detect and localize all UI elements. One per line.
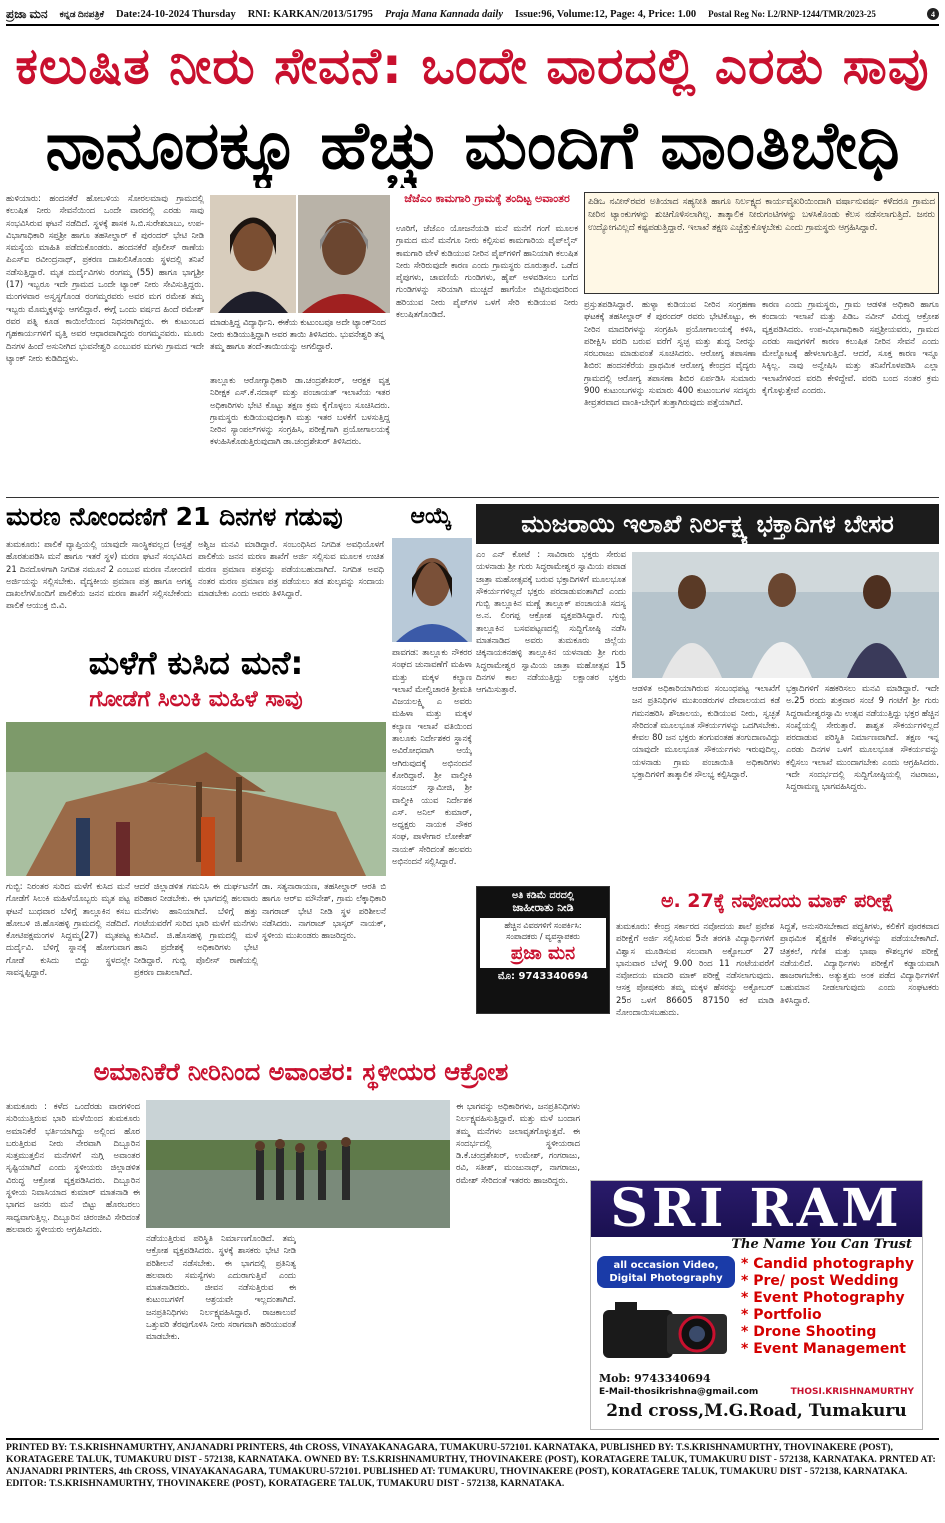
newspaper-logo: ಪ್ರಜಾ ಮನ [6,6,48,21]
tagline: ಕನ್ನಡ ದಿನಪತ್ರಿಕೆ [59,8,105,19]
rni: RNI: KARKAN/2013/51795 [247,8,373,20]
camera-icon [597,1292,735,1370]
ad-sriram-title: SRI RAM [591,1181,922,1237]
story7-col2b [300,1232,450,1430]
photo-woman [298,195,390,313]
story7-headline: ಅಮಾನಿಕೆರೆ ನೀರಿನಿಂದ ಅವಾಂತರ: ಸ್ಥಳೀಯರ ಆಕ್ರೋಶ [93,1058,509,1086]
ad-service: * Event Photography [741,1290,905,1306]
ad-sriram-tagline: The Name You Can Trust [731,1237,912,1252]
story1-col5: ಕಾರಣ ಎಂದು ಗ್ರಾಮಸ್ಥರು, ಗ್ರಾಮ ಆಡಳಿತ ಅಧಿಕಾರಿ ಹಾಗೂ ಕಂದಾಯ ಇಲಾಖೆ ಮತ್ತು ಪಿಡಿಒ ನವೀನ್ ವಿರುದ್ಧ ಆಕ್ರೋಶ ವ್ಯಕ್ತಪಡಿಸಿದರು. ಉಪ-ವಿಭಾಗಾಧಿಕಾರಿ ಸಪ್ತಶ್ರೀಯವರು, ಗ್ರಾಮದ ಎರಡು ಸಾವುಗಳಿಗೆ ಕಾರಣ ಕಲುಷಿತ ನೀರಿನ ಸೇವನೆ ಎಂದು ಮೇಲ್ನೋಟಕ್ಕೆ ಹೇಳಲಾಗುತ್ತಿದೆ. ಆದರೆ, ಸೂಕ್ತ ಕಾರಣ ಇನ್ನೂ ಸಿಕ್ಕಿಲ್ಲ. ನಾವು ಅನ್ವೇಷಿಸಿ ಮತ್ತು ತನಿಖೆಗೊಳಪಡಿಸಿ ಎಲ್ಲಾ ಇಲಾಖೆಗಳಿಂದ ವರದಿ ಕೇಳಿದ್ದೇವೆ. ವರದಿ ಬಂದ ನಂತರ ಕ್ರಮ ಕೈಗೊಳ್ಳುತ್ತೇವೆ ಎಂದರು. [762,299,939,396]
story5-headline: ಮಳೆಗೆ ಕುಸಿದ ಮನೆ: [88,644,304,682]
ad-sriram-services [735,1256,914,1370]
photo-three-men [632,552,939,678]
story6-col1: ತುಮಕೂರು: ಕೇಂದ್ರ ಸರ್ಕಾರದ ನವೋದಯ ಶಾಲೆ ಪ್ರವೇಶ ಪರೀಕ್ಷೆಗೆ ಅರ್ಜಿ ಸಲ್ಲಿಸಿರುವ 5ನೇ ತರಗತಿ ವಿದ್ಯಾರ್ಥಿಗಳಿಗೆ ವಿಶ್ವಾಸ ಮೂಡಿಸುವ ಸಲುವಾಗಿ ಅಕ್ಟೋಬರ್ 27 ಭಾನುವಾರ ಬೆಳಗ್ಗೆ 9.00 ರಿಂದ 11 ಗಂಟೆಯವರೆಗೆ ನವೋದಯ ಮಾದರಿ ಮಾಕ್ ಪರೀಕ್ಷೆ ನಡೆಸಲಾಗುವುದು. ಆಸಕ್ತ ಪೋಷಕರು ತಮ್ಮ ಮಕ್ಕಳ ಹೆಸರನ್ನು ಅಕ್ಟೋಬರ್ 25ರ ಒಳಗೆ 86605 87150 ಕರೆ ಮಾಡಿ ನೋಂದಾಯಿಸಬಹುದು. [616,921,774,1018]
ad-small-logo: ಪ್ರಜಾ ಮನ [510,943,576,964]
ad-small [476,886,610,1014]
story7-col1: ತುಮಕೂರು : ಕಳೆದ ಒಂದೆರಡು ವಾರಗಳಿಂದ ಸುರಿಯುತ್ತಿರುವ ಭಾರಿ ಮಳೆಯಿಂದ ತುಮಕೂರು ಅಮಾನಿಕೆರೆ ಭರ್ತಿಯಾಗಿದ್ದು ಅಲ್ಲಿಂದ ಹೊರ ಬರುತ್ತಿರುವ ನೀರು ನೇರವಾಗಿ ದಿಬ್ಬೂರಿನ ಸುತ್ತಮುತ್ತಲಿನ ಮನೆಗಳಿಗೆ ನುಗ್ಗಿ ಅವಾಂತರ ಸೃಷ್ಟಿಯಾಗಿದೆ ಎಂದು ಸ್ಥಳೀಯರು ಜಿಲ್ಲಾಡಳಿತ ವಿರುದ್ಧ ಆಕ್ರೋಶ ವ್ಯಕ್ತಪಡಿಸಿದರು. ದಿಬ್ಬೂರಿನ ಸ್ಥಳೀಯ ನಿವಾಸಿಯಾದ ಕುಮಾರ್ ಮಾತನಾಡಿ ಈ ಭಾಗದ ಜನರು ಮನೆ ಬಿಟ್ಟು ಹೊರಬರಲು ಸಾಧ್ಯವಾಗುತ್ತಿಲ್ಲ. ದಿಬ್ಬೂರಿನ ಚಿರಂಜೀವಿ ಸೇರಿದಂತೆ ಹಲವಾರು ಸ್ಥಳೀಯರು ಆಗ್ರಹಿಸಿದರು. [6,1101,140,1234]
masthead [6,4,939,26]
story5-subheadline: ಗೋಡೆಗೆ ಸಿಲುಕಿ ಮಹಿಳೆ ಸಾವು [89,687,303,712]
story1-col2: ತಾಲ್ಲೂಕು ಆರೋಗ್ಯಾಧಿಕಾರಿ ಡಾ.ಚಂದ್ರಶೇಖರ್, ಆರಕ್ಷಕ ವೃತ್ತ ನಿರೀಕ್ಷಕ ಎಸ್.ಕೆ.ನದಾಫ್ ಮತ್ತು ಪಂಚಾಯತ್ ಇಲಾಖೆಯ ಇತರ ಅಧಿಕಾರಿಗಳು ಭೇಟಿ ಕೊಟ್ಟು ತಕ್ಷಣ ಕ್ರಮ ಕೈಗೊಳ್ಳಲು ಸೂಚಿಸಿದರು. ಗ್ರಾಮಸ್ಥರು ಕುಡಿಯುವುದಕ್ಕಾಗಿ ಮತ್ತು ಇತರ ಬಳಕೆಗೆ ಬಳಸುತ್ತಿದ್ದ ನೀರಿನ ಸ್ಯಾಂಪಲ್‌ಗಳನ್ನು ಸಂಗ್ರಹಿಸಿ, ಪರೀಕ್ಷೆಗಾಗಿ ಪ್ರಯೋಗಾಲಯಕ್ಕೆ ಕಳುಹಿಸಿಕೊಡುತ್ತಿರುವುದಾಗಿ ಡಾ.ಚಂದ್ರಶೇಖರ್ ತಿಳಿಸಿದರು. [210,375,390,447]
headline-red: ಕಲುಷಿತ ನೀರು ಸೇವನೆ: ಒಂದೇ ವಾರದಲ್ಲಿ ಎರಡು ಸಾವು [15,37,930,95]
ad-service: * Candid photography [741,1256,915,1272]
story5-col1: ಗುಬ್ಬಿ: ನಿರಂತರ ಸುರಿದ ಮಳೆಗೆ ಕುಸಿದ ಮನೆ ಗೋಡೆಗೆ ಸಿಲುಕಿ ಮಹಿಳೆಯೊಬ್ಬರು ಮೃತ ಪಟ್ಟ ಘಟನೆ ಬುಧವಾರ ಬೆಳಿಗ್ಗೆ ತಾಲ್ಲೂಕಿನ ಕಸಬ ಹೋಬಳಿ ಜಿ.ಹೊಸಹಳ್ಳಿ ಗ್ರಾಮದಲ್ಲಿ ನಡೆದಿದೆ. ಕೋಟಿಪಕ್ಷಮಂಗಳ ಸಿದ್ದಮ್ಮ(27) ಮೃತಪಟ್ಟ ದುರ್ದೈವಿ. ಬೆಳಿಗ್ಗೆ ಸ್ನಾನಕ್ಕೆ ಹೋಗುವಾಗ ಗೋಡೆ ಕುಸಿದು ಬಿದ್ದು ಸ್ಥಳದಲ್ಲೇ ಸಾವನ್ನಪ್ಪಿದ್ದಾರೆ. [6,881,130,978]
story1-col1: ಹುಳಿಯಾರು: ಹಂದನಕೆರೆ ಹೋಬಳಿಯ ಸೋರಲಮಾವು ಗ್ರಾಮದಲ್ಲಿ ಕಲುಷಿತ ನೀರು ಸೇವನೆಯಿಂದ ಒಂದೇ ವಾರದಲ್ಲಿ ಎರಡು ಸಾವು ಸಂಭವಿಸಿರುವ ಘಟನೆ ನಡೆದಿದೆ. ಸ್ಥಳಕ್ಕೆ ಶಾಸಕ ಸಿ.ಬಿ.ಸುರೇಶಬಾಬು, ಉಪ-ವಿಭಾಗಾಧಿಕಾರಿ ಸಪ್ತಶ್ರೀ ಹಾಗೂ ತಹಸೀಲ್ದಾರ್ ಕೆ ಪುರಂದರ್ ಭೇಟಿ ನೀಡಿ ಸಮಸ್ಯೆಯ ಮಾಹಿತಿ ಪಡೆದುಕೊಂಡರು. ಹಂದನಕೆರೆ ಪೊಲೀಸ್ ಠಾಣೆಯ ಪಿಎಸ್ಐ ರವೀಂದ್ರನಾಥ್, ಪ್ರಕರಣ ದಾಖಲಿಸಿಕೊಂಡು ಸ್ಥಳದಲ್ಲಿ ತನಿಖೆ ನಡೆಸುತ್ತಿದ್ದಾರೆ. ಮೃತ ದುರ್ದೈವಿಗಳು ರಂಗಮ್ಮ (55) ಹಾಗೂ ಭಾಗ್ಯಶ್ರೀ (17) ಇಬ್ಬರೂ ಇದೇ ಗ್ರಾಮದ ಒಂದೇ ಟ್ಯಾಂಕ್ ನೀರು ಸೇವಿಸುತ್ತಿದ್ದರು. ಮಂಗಳವಾರ ಅಸ್ವಸ್ಥಗೊಂಡ ರಂಗಮ್ಮರವರು ಅವರ ಮಗ ರಮೇಶ ತಮ್ಮ ಇಬ್ಬರು ಮೊಮ್ಮಕ್ಕಳನ್ನು ಆಗಲಿದ್ದಾರೆ. ಈಗ್ಗೆ ಒಂದು ವರ್ಷದ ಹಿಂದೆ ರಮೇಶ್ ರವರ ಪತ್ನಿ ಕೂಡ ಕಾಯಿಲೆಯಿಂದ ನಿಧನರಾಗಿದ್ದರು. ಈ ಕುಟುಂಬದ ಗೃಹಕಾರ್ಯಗಳಿಗೆ ವೃತ್ತಿ ಅವರ ಆಧಾರವಾಗಿದ್ದರು ರಂಗಮ್ಮನವರು. ಮೂರು ದಿನಗಳ ಹಿಂದೆ ಅಸುನೀಗಿದ ಭುವನೇಶ್ವರಿ ಎಂಬುವರ ಮಗಳು ಗ್ರಾಮದ ಇದೇ ಟ್ಯಾಂಕ್ ನೀರು ಕುಡಿದಿದ್ದಳು. [6,193,204,363]
ad-small-phone: ಮೊ: 9743340694 [497,971,589,982]
story3-headline: ಆಯ್ಕೆ [410,504,452,529]
ad-small-line3: ಹೆಚ್ಚಿನ ವಿವರಗಳಿಗೆ ಸಂಪರ್ಕಿಸಿ: [504,921,582,930]
imprint-footer: PRINTED BY: T.S.KRISHNAMURTHY, ANJANADRI PRINTERS, 4th CROSS, VINAYAKANAGARA, TUMAKURU-572101. KARNATAKA, PUBLISHED BY: T.S.KRISHNAMURTHY, THOVINAKERE (POST), KORATAGERE TALUK, TUMAKURU DIST - 572138, KARNATAKA. OWNED BY: T.S.KRISHNAMURTHY, THOVINAKERE (POST), KORATAGERE TALUK, TUMAKURU DIST - 572138, KARNATAKA. PRNTED AT: ANJANADRI PRINTERS, 4th CROSS, VINAYAKANAGARA, TUMAKURU-572101. PUBLISHED AT: TUMAKURU, THOVINAKERE (POST), KORATAGERE TALUK, TUMAKURU DIST - 572138, KARNATAKA. EDITOR: T.S.KRISHNAMURTHY, THOVINAKERE (POST), KORATAGERE TALUK, TUMAKURU DIST - 572138, KARNATAKA. [6,1438,939,1488]
ad-sriram [590,1180,923,1430]
story2-col2: ಅಶ್ವಿಜ ಮನವಿ ಮಾಡಿದ್ದಾರೆ. ಸಂಬಂಧಿಸಿದ ನಿಗದಿತ ಅವಧಿಯೊಳಗೆ ಪಾಲಿಕೆಯ ಜನನ ಮರಣ ಶಾಖೆಗೆ ಅರ್ಜಿ ಸಲ್ಲಿಸುವ ಮೂಲಕ ಉಚಿತ ಮರಣ ಪ್ರಮಾಣ ಪತ್ರವನ್ನು ಪಡೆಯಬಹುದಾಗಿದೆ. ನಿಗದಿತ ಅವಧಿ ನಂತರ ಮರಣ ಪ್ರಮಾಣ ಪತ್ರ ಪಡೆಯಲು ತಡ ಶುಲ್ಕವನ್ನು ಸಂದಾಯ ಮಾಡಬೇಕು ಎಂದು ಅವರು ತಿಳಿಸಿದ್ದಾರೆ. [198,539,384,599]
story4-col1: ಎಂ ಎನ್ ಕೋಟೆ : ಸಾವಿರಾರು ಭಕ್ತರು ಸೇರುವ ಯಳನಾಡು ಶ್ರೀ ಗುರು ಸಿದ್ಧರಾಮೇಶ್ವರ ಸ್ವಾಮಿಯ ಪವಾಡ ಜಾತ್ರಾ ಮಹೋತ್ಸವಕ್ಕೆ ಬರುವ ಭಕ್ತಾದಿಗಳಿಗೆ ಮೂಲಭೂತ ಸೌಕರ್ಯಗಳಿಲ್ಲದೆ ಭಕ್ತರು ಪರದಾಡುವಂತಾಗಿದೆ ಎಂದು ಗುಬ್ಬಿ ತಾಲ್ಲೂಕಿನ ಮಣ್ಣೆ ತಾಲ್ಲೂಕ್ ಪಂಚಾಯತಿ ಸದಸ್ಯ ಅ.ನ. ಲಿಂಗಪ್ಪ ಆಕ್ರೋಶ ವ್ಯಕ್ತಪಡಿಸಿದ್ದಾರೆ. ಗುಬ್ಬಿ ತಾಲ್ಲೂಕಿನ ಬಸವಪಟ್ಟಣದಲ್ಲಿ ಸುದ್ದಿಗೋಷ್ಠಿ ನಡೆಸಿ ಮಾತನಾಡಿದ ಅವರು ತುಮಕೂರು ಜಿಲ್ಲೆಯ ಚಿಕ್ಕನಾಯಕನಹಳ್ಳಿ ತಾಲ್ಲೂಕಿನ ಯಳನಾಡು ಶ್ರೀ ಗುರು ಸಿದ್ಧರಾಮೇಶ್ವರ ಸ್ವಾಮಿಯ ಜಾತ್ರಾ ಮಹೋತ್ಸವ 15 ದಿನಗಳ ಕಾಲ ನಡೆಯುತ್ತಿದ್ದು ಲಕ್ಷಾಂತರ ಭಕ್ತರು ಆಗಮಿಸುತ್ತಾರೆ. [476,549,626,695]
story6-col2: ಸಿದ್ದತೆ, ಅನುಸರಿಸಬೇಕಾದ ಪದ್ದತಿಗಳು, ಕಲಿಕೆಗೆ ಪೂರಕವಾದ ಪ್ರಾಥಮಿಕ ಶೈಕ್ಷಣಿಕ ಕೌಶಲ್ಯಗಳನ್ನು ಪಡೆಯಬೇಕಾಗಿದೆ. ಚಿತ್ರಕಲೆ, ಗಣಿತ ಮತ್ತು ಭಾಷಾ ಕೌಶಲ್ಯಗಳ ಪರೀಕ್ಷೆ ನಡೆಯಲಿದೆ. ವಿದ್ಯಾರ್ಥಿಗಳು ಪರೀಕ್ಷೆಗೆ ಕಡ್ಡಾಯವಾಗಿ ಹಾಜರಾಗಬೇಕು. ಅತ್ಯುತ್ತಮ ಅಂಕ ಪಡೆದ ವಿದ್ಯಾರ್ಥಿಗಳಿಗೆ ಬಹುಮಾನ ನೀಡಲಾಗುವುದು ಎಂದು ಸಂಘಟಕರು ತಿಳಿಸಿದ್ದಾರೆ. [780,921,939,1005]
divider [6,497,939,498]
story4-headline: ಮುಜರಾಯಿ ಇಲಾಖೆ ನಿರ್ಲಕ್ಷ್ಯ ಭಕ್ತಾದಿಗಳ ಬೇಸರ [476,504,939,544]
ad-sriram-badge [597,1256,735,1288]
story2-headline: ಮರಣ ನೋಂದಣಿಗೆ 21 ದಿನಗಳ ಗಡುವು [6,502,343,531]
ad-service: * Pre/ post Wedding [741,1273,899,1289]
paper-name: Praja Mana Kannada daily [384,8,503,20]
postal-reg: Postal Reg No: L2/RNP-1244/TMR/2023-25 [708,9,876,19]
story6-headline: ಅ. 27ಕ್ಕೆ ನವೋದಯ ಮಾಕ್ ಪರೀಕ್ಷೆ [660,890,895,912]
jjm-subhead: ಜೆಜೆಎಂ ಕಾಮಗಾರಿ ಗ್ರಾಮಕ್ಕೆ ತಂದಿಟ್ಟ ಅವಾಂತರ [404,192,570,205]
ad-small-line4: ಸಂಪಾದಕರು / ವ್ಯವಸ್ಥಾಪಕರು [506,932,580,941]
headline-main: ನಾನೂರಕ್ಕೂ ಹೆಚ್ಚು ಮಂದಿಗೆ ವಾಂತಿಬೇಧಿ [45,107,900,184]
ad-sriram-email: E-Mail-thosikrishna@gmail.com [599,1387,759,1397]
story1-col4: ಪ್ರಸ್ತುತಪಡಿಸಿದ್ದಾರೆ. ಹುಳ್ಯಾ ಕುಡಿಯುವ ನೀರಿನ ಸಂಗ್ರಹಣಾ ಘಟಕಕ್ಕೆ ತಹಸೀಲ್ದಾರ್ ಕೆ ಪುರಂದರ್ ರವರು ಭೇಟಿಕೊಟ್ಟು, ಈ ನೀರಿನ ಮಾದರಿಗಳನ್ನು ಸಂಗ್ರಹಿಸಿ ಪ್ರಯೋಗಾಲಯಕ್ಕೆ ಕಳಿಸಿ, ಪರೀಕ್ಷಿಸಿ ವರದಿ ಬರುವ ವರೆಗೆ ಸ್ವಚ್ಛ ಮತ್ತು ಶುದ್ಧ ನೀರನ್ನು ಸರಬರಾಜು ಮಾಡುವಂತೆ ಸೂಚಿಸಿದರು. ಆರೋಗ್ಯ ತಪಾಸಣಾ ಶಿಬಿರ: ಹಂದನಕೆರೆಯ ಪ್ರಾಥಮಿಕ ಆರೋಗ್ಯ ಕೇಂದ್ರದ ವೈದ್ಯರು ಗ್ರಾಮದಲ್ಲಿ ಆರೋಗ್ಯ ತಪಾಸಣಾ ಶಿಬಿರ ಏರ್ಪಡಿಸಿ ಸುಮಾರು 900 ಕುಟುಂಬಗಳನ್ನು ಸುಮಾರು 400 ಕುಟುಂಬಗಳ ಸದಸ್ಯರು ತೀವ್ರತರವಾದ ವಾಂತಿ-ಬೇಧಿಗೆ ತುತ್ತಾಗಿರುವುದು ಪತ್ತೆಯಾಗಿದೆ. [584,299,756,408]
date: Date:24-10-2024 Thursday [116,8,236,20]
page-number-icon: 4 [927,8,939,20]
ad-badge-line2: Digital Photography [609,1273,723,1284]
ad-small-line2: ಜಾಹೀರಾತು ನೀಡಿ [512,901,574,914]
ad-service: * Portfolio [741,1307,822,1323]
ad-sriram-address: 2nd cross,M.G.Road, Tumakuru [606,1401,907,1421]
ad-service: * Event Management [741,1341,906,1357]
photo-selected-woman [392,538,472,642]
story4-col3: ಭಕ್ತಾದಿಗಳಿಗೆ ಸಹಕರಿಸಲು ಮನವಿ ಮಾಡಿದ್ದಾರೆ. ಇದೇ ಅ.25 ರಂದು ಶುಕ್ರವಾರ ಸಂಜೆ 9 ಗಂಟೆಗೆ ಶ್ರೀ ಗುರು ಸಿದ್ದರಾಮೇಶ್ವರಸ್ವಾಮಿ ಉತ್ಸವ ನಡೆಯುತ್ತಿದ್ದು ಭಕ್ತರ ಹೆಚ್ಚಿನ ಸಂಖ್ಯೆಯಲ್ಲಿ ಸೇರುತ್ತಾರೆ. ಶಾಶ್ವತ ಸೌಕರ್ಯಗಳಿಲ್ಲದೆ ಪರದಾಡುವ ಪರಿಸ್ಥಿತಿ ನಿರ್ಮಾಣವಾಗಿದೆ. ತಕ್ಷಣ ಇನ್ನ ಎರಡು ದಿನಗಳ ಒಳಗೆ ಮೂಲಭೂತ ಸೌಕರ್ಯವನ್ನು ಕಲ್ಪಿಸಲು ಇಲಾಖೆ ಮುಂದಾಗಬೇಕು ಎಂದು ಆಗ್ರಹಿಸಿದರು. ಇದೇ ಸಂದರ್ಭದಲ್ಲಿ ಸುದ್ದಿಗೋಷ್ಠಿಯಲ್ಲಿ ನಟರಾಜು, ಸಿದ್ದರಾಮಣ್ಣ ಭಾಗವಹಿಸಿದ್ದರು. [786,683,939,792]
story1-caption: ಮಾಡುತ್ತಿದ್ದ ವಿದ್ಯಾರ್ಥಿನಿ. ಈಕೆಯ ಕುಟುಂಬವೂ ಅದೇ ಟ್ಯಾಂಕ್‌ನಿಂದ ನೀರು ಕುಡಿಯುತ್ತಿದ್ದಾಗಿ ಅವರ ತಾಯಿ ತಿಳಿಸಿದರು. ಭುವನೇಶ್ವರಿ ತನ್ನ ತಮ್ಮ ಹಾಗೂ ತಂದೆ-ತಾಯಿಯನ್ನು ಅಗಲಿದ್ದಾರೆ. [210,317,386,351]
issue-info: Issue:96, Volume:12, Page: 4, Price: 1.00 [514,8,697,20]
ad-sriram-owner: THOSI.KRISHNAMURTHY [790,1387,914,1397]
photo-girl [210,195,296,313]
story5-col3: ಡಾ. ಸತ್ಯನಾರಾಯಣ, ತಹಸೀಲ್ದಾರ್ ಆರತಿ ಬಿ ಹಾಗೂ ಆರ್‌ಐ ಮೌನೇಶ್, ಗ್ರಾಮ ಲೆಕ್ಕಾಧಿಕಾರಿ ನಾಗರಾಜ್ ಭೇಟಿ ನೀಡಿ ಸ್ಥಳ ಪರಿಶೀಲನೆ ನಡೆಸಿದರು. ನಾಗರಾಜ್ ಭಾಸ್ಕರ್ ನಾಯಕ್, ಸ್ಥಳೀಯ ಮುಖಂಡರು ಹಾಜರಿದ್ದರು. [262,881,386,941]
ad-badge-line1: all occasion Video, [613,1260,719,1271]
story1-col3: ಊರಿಗೆ, ಜೆಜೆಎಂ ಯೋಜನೆಯಡಿ ಮನೆ ಮನೆಗೆ ಗಂಗೆ ಮೂಲಕ ಗ್ರಾಮದ ಮನೆ ಮನೆಗೂ ನೀರು ಕಲ್ಪಿಸುವ ಕಾಮಗಾರಿಯ ಪೈಪ್‌ಲೈನ್ ಕಾಮಗಾರಿ ವೇಳೆ ಕುಡಿಯುವ ನೀರಿನ ಪೈಪ್‌ಗಳಿಗೆ ಹಾನಿಯಾಗಿ ಕಲುಷಿತ ನೀರು ಸೇರಿರುವುದೇ ಕಾರಣ ಎಂದು ಗ್ರಾಮಸ್ಥರು ದೂರುತ್ತಾರೆ. ಒಡೆದ ಪೈಪುಗಳು, ಚಾವಣಿಯೆ ಗುಂಡಿಗಳು, ಹೈಪ್ ಅಳವಡಿಸಲು ಬಗೆದ ಗುಂಡಿಗಳನ್ನು ಸರಿಯಾಗಿ ಮುಚ್ಚದೆ ಹಾಗೆಯೇ ಬಿಟ್ಟಿರುವುದರಿಂದ ಹರಿಯುವ ನೀರು ಪೈಪ್‌ಗಳ ಒಳಗೆ ಸೇರಿ ಕುಡಿಯುವ ನೀರು ಕಲುಷಿತಗೊಂಡಿದೆ. [396,223,578,320]
story2-col1: ತುಮಕೂರು: ಪಾಲಿಕೆ ವ್ಯಾಪ್ತಿಯಲ್ಲಿ ಯಾವುದೇ ಸಾಂಸ್ಥಿಕವಲ್ಲದ (ಆಸ್ಪತ್ರೆ ಹೊರತುಪಡಿಸಿ ಮನೆ ಹಾಗೂ ಇತರೆ ಸ್ಥಳ) ಮರಣ ಘಟನೆ ಸಂಭವಿಸಿದ 21 ದಿನದೊಳಗಾಗಿ ನಿಗದಿತ ನಮೂನೆ 2 ಎಂಬುವ ಮರಣ ನೋಂದಣಿ ಅರ್ಜಿಯನ್ನು ಸಲ್ಲಿಸಬೇಕು. ವೈದ್ಯಕೀಯ ಪ್ರಮಾಣ ಪತ್ರ ಹಾಗೂ ಅಗತ್ಯ ದಾಖಲೆಗಳೊಂದಿಗೆ ಪಾಲಿಕೆಯ ಜನನ ಮರಣ ಶಾಖೆಗೆ ಸಲ್ಲಿಸಬೇಕೆಂದು ಪಾಲಿಕೆ ಆಯುಕ್ತ ಬಿ.ವಿ. [6,539,192,611]
story7-col2: ನಡೆಯುತ್ತಿರುವ ಪರಿಸ್ಥಿತಿ ನಿರ್ಮಾಣಗೊಂಡಿದೆ. ತಮ್ಮ ಆಕ್ರೋಶ ವ್ಯಕ್ತಪಡಿಸಿದರು. ಸ್ಥಳಕ್ಕೆ ಶಾಸಕರು ಭೇಟಿ ನೀಡಿ ಪರಿಶೀಲನೆ ನಡೆಸಬೇಕು. ಈ ಭಾಗದಲ್ಲಿ ಪ್ರತಿನಿತ್ಯ ಹಲವಾರು ಸಮಸ್ಯೆಗಳು ಎದುರಾಗುತ್ತಿವೆ ಎಂದು ಮಾತನಾಡಿದರು. ಜೀವನ ನಡೆಸುತ್ತಿರುವ ಈ ಕುಟುಂಬಗಳಿಗೆ ಆಶ್ರಯವೇ ಇಲ್ಲದಂತಾಗಿದೆ. ಜನಪ್ರತಿನಿಧಿಗಳು ನಿರ್ಲಕ್ಷ್ಯವಹಿಸಿದ್ದಾರೆ. ರಾಜಕಾಲುವೆ ಒತ್ತುವರಿ ತೆರವುಗೊಳಿಸಿ ನೀರು ಸರಾಗವಾಗಿ ಹರಿಯುವಂತೆ ಮಾಡಬೇಕು. [146,1233,296,1342]
ad-service: * Drone Shooting [741,1324,877,1340]
story7-col3: ಈ ಭಾಗವನ್ನು ಅಧಿಕಾರಿಗಳು, ಜನಪ್ರತಿನಿಧಿಗಳು ನಿರ್ಲಕ್ಷ್ಯವಹಿಸುತ್ತಿದ್ದಾರೆ. ಮತ್ತು ಮಳೆ ಬಂದಾಗ ತಮ್ಮ ಮನೆಗಳು ಜಲಾವೃತಗೊಳ್ಳುತ್ತವೆ. ಈ ಸಂದರ್ಭದಲ್ಲಿ ಸ್ಥಳೀಯರಾದ ಡಿ.ಕೆ.ಚಂದ್ರಶೇಖರ್, ಉಮೇಶ್, ಗಂಗರಾಜು, ರವಿ, ಸತೀಶ್, ಮಂಜುನಾಥ್, ನಾಗರಾಜು, ರಮೇಶ್ ಸೇರಿದಂತೆ ಇತರರು ಹಾಜರಿದ್ದರು. [456,1101,580,1185]
story1-notice-box: ಪಿಡಿಒ ನವೀನ್‌ರವರ ಅತಿಯಾದ ಸಹ್ಯನೀತಿ ಹಾಗೂ ನಿರ್ಲಕ್ಷ್ಯದ ಕಾರ್ಯವೈಖರಿಯಿಂದಾಗಿ ವರ್ಷಾನುವರ್ಷ ಕಳೆದರೂ ಗ್ರಾಮದ ನೀರಿನ ಟ್ಯಾಂಕುಗಳನ್ನು ಶುಚಿಗೊಳಿಸಲಾಗಿಲ್ಲ. ತಾತ್ಕಾಲಿಕ ನೀರುಗಂಟಿಗಳನ್ನು ಬಳಸಿಕೊಂಡು ಕೆಲಸ ನಡೆಸಲಾಗುತ್ತಿದೆ. ಜನರು ಉದ್ಯೋಗವಿಲ್ಲದೆ ಕಷ್ಟಪಡುತ್ತಿದ್ದಾರೆ. ಇಲಾಖೆ ತಕ್ಷಣ ಎಚ್ಚೆತ್ತುಕೊಳ್ಳಬೇಕು ಎಂದು ಗ್ರಾಮಸ್ಥರು ಆಗ್ರಹಿಸಿದ್ದಾರೆ. [584,192,939,294]
ad-small-line1: ಅತಿ ಕಡಿಮೆ ದರದಲ್ಲಿ [511,890,575,901]
photo-flooded-area [146,1100,450,1228]
story3-col1: ಪಾವಗಡ: ತಾಲ್ಲೂಕು ನೌಕರರ ಸಂಘದ ಚುನಾವಣೆಗೆ ಮಹಿಳಾ ಮತ್ತು ಮಕ್ಕಳ ಕಲ್ಯಾಣ ಇಲಾಖೆ ಮೇಲ್ವಿಚಾರಕಿ ಶ್ರೀಮತಿ ವಿಜಯಲಕ್ಷ್ಮಿ ಎ ಅವರು ಮಹಿಳಾ ಮತ್ತು ಮಕ್ಕಳ ಕಲ್ಯಾಣ ಇಲಾಖೆ ವತಿಯಿಂದ ತಾಲೂಕು ನಿರ್ದೇಶಕರ ಸ್ಥಾನಕ್ಕೆ ಅವಿರೋಧವಾಗಿ ಆಯ್ಕೆ ಆಗಿರುವುದಕ್ಕೆ ಅಭಿನಂದನೆ ಕೋರಿದ್ದಾರೆ. ಶ್ರೀ ವಾಲ್ಮೀಕಿ ಸಂಜಯ್ ಸ್ವಾಮೀಜಿ, ಶ್ರೀ ವಾಲ್ಮೀಕಿ ಯುವ ನಿರ್ದೇಶಕ ಎಸ್. ಅನಿಲ್ ಕುಮಾರ್, ಅಧ್ಯಕ್ಷರು ನಾಯಕ ನೌಕರ ಸಂಘ, ಪಾಳೇಗಾರ ಲೋಕೇಶ್ ನಾಯಕ್ ಸೇರಿದಂತೆ ಹಲವರು ಅಭಿನಂದನೆ ಸಲ್ಲಿಸಿದ್ದಾರೆ. [392,647,472,867]
story5-col2: ಆದರೆ ಜಿಲ್ಲಾಡಳಿತ ಗಮನಿಸಿ ಈ ದುರ್ಘಟನೆಗೆ ಪರಿಹಾರ ನೀಡಬೇಕು. ಈ ಭಾಗದಲ್ಲಿ ಹಲವಾರು ಮನೆಗಳು ಹಾನಿಯಾಗಿದೆ. ಬೆಳಿಗ್ಗೆ ಹತ್ತು ಗಂಟೆಯವರೆಗೆ ಸುರಿದ ಭಾರಿ ಮಳೆಗೆ ಮನೆಗಳು ಕುಸಿದಿವೆ. ಜಿ.ಹೊಸಹಳ್ಳಿ ಗ್ರಾಮದಲ್ಲಿ ಮಳೆ ಹಾನಿ ಪ್ರದೇಶಕ್ಕೆ ಅಧಿಕಾರಿಗಳು ಭೇಟಿ ನೀಡಿದ್ದಾರೆ. ಗುಬ್ಬಿ ಪೊಲೀಸ್ ಠಾಣೆಯಲ್ಲಿ ಪ್ರಕರಣ ದಾಖಲಾಗಿದೆ. [134,881,258,978]
ad-sriram-mob: Mob: 9743340694 [599,1372,711,1385]
photo-collapsed-house [6,722,386,876]
story4-col2: ಆಡಳಿತ ಅಧಿಕಾರಿಯಾಗಿರುವ ಸಂಬಂಧಪಟ್ಟ ಇಲಾಖೆಗೆ ಜನ ಪ್ರತಿನಿಧಿಗಳ ಮುಖಂಡರುಗಳ ದೇವಾಲಯದ ಕಡೆ ಗಮನಹರಿಸಿ ಶೌಚಾಲಯ, ಕುಡಿಯುವ ನೀರು, ಸ್ವಚ್ಛತೆ ಸೇರಿದಂತೆ ಮೂಲಭೂತ ಸೌಕರ್ಯಗಳನ್ನು ಒದಗಿಸಬೇಕು. ಕೇವಲ 80 ಜನ ಭಕ್ತರು ತಂಗುವಂತಹ ತಂಗುದಾಣವಿದ್ದು ಯಾವುದೇ ಮೂಲಭೂತ ಸೌಕರ್ಯಗಳು ಇರುವುದಿಲ್ಲ. ಯಳನಾಡು ಗ್ರಾಮ ಪಂಚಾಯಿತಿ ಅಧಿಕಾರಿಗಳು ಭಕ್ತಾದಿಗಳಿಗೆ ತಾತ್ಕಾಲಿಕ ಸೌಲಭ್ಯ ಕಲ್ಪಿಸಿದ್ದಾರೆ. [632,683,780,780]
